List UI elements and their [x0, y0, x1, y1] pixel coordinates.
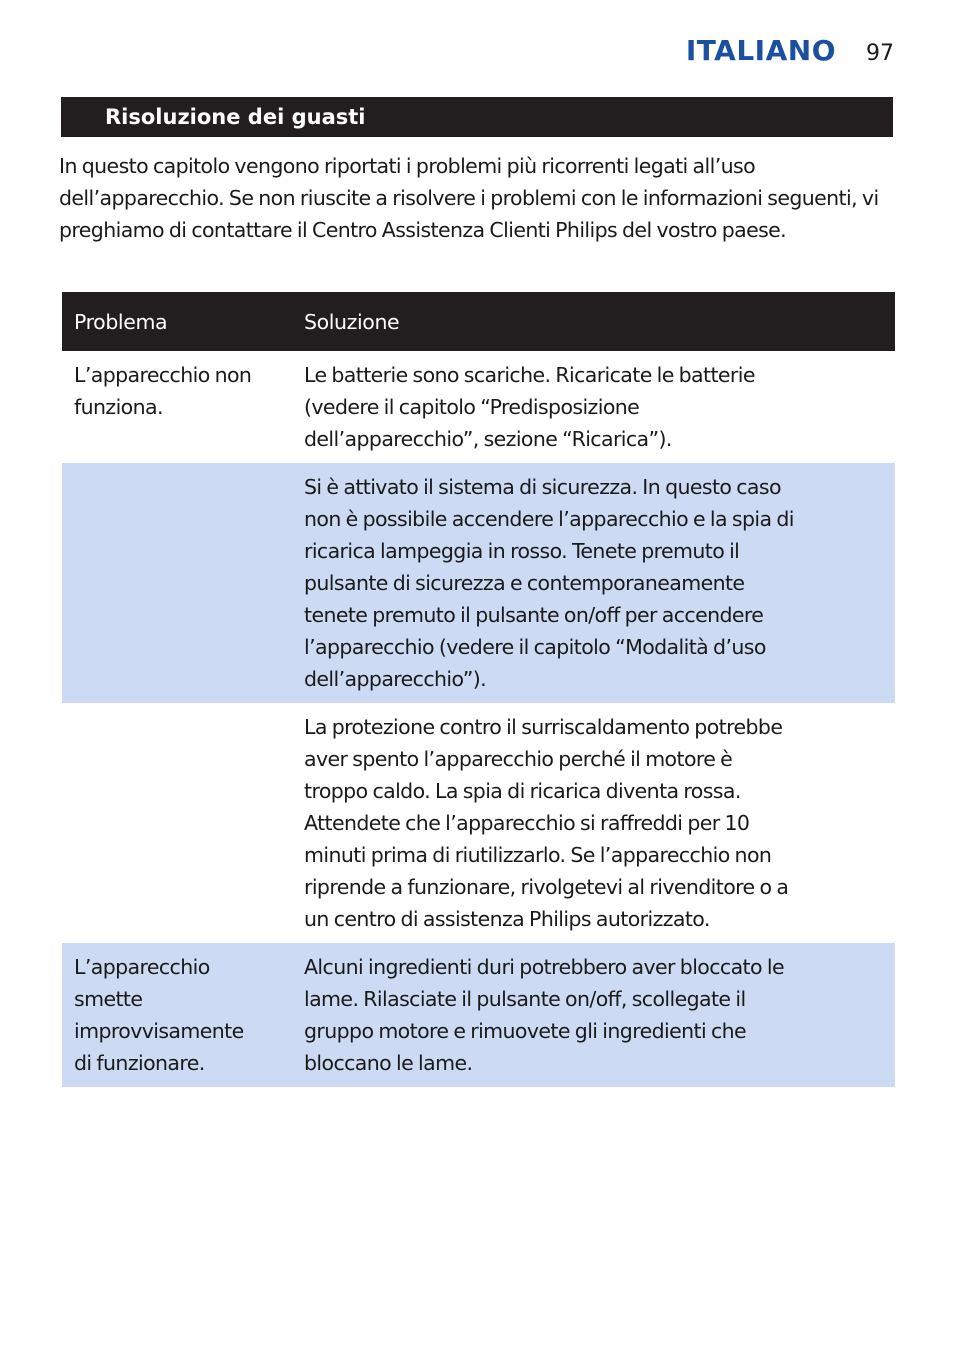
intro-paragraph: In questo capitolo vengono riportati i problemi più ricorrenti legati all’uso dell’apparecchio. Se non riuscite a risolvere i problemi con le informazioni seguenti, vi preghiamo di contattare il Centro Assistenza Clienti Philips del vostro paese.	[59, 154, 879, 242]
problem-cell: L’apparecchio smette improvvisamente di funzionare.	[74, 955, 244, 1075]
problem-cell	[62, 711, 292, 935]
solution-cell: Si è attivato il sistema di sicurezza. In questo caso non è possibile accendere l’apparecchio e la spia di ricarica lampeggia in rosso. Tenete premuto il pulsante di sicurezza e contemporaneamente tenete premuto il pulsante on/off per accendere l’apparecchio (vedere il capitolo “Modalità d’uso dell’apparecchio”).	[304, 475, 794, 691]
table-row	[62, 463, 895, 703]
solution-cell: Le batterie sono scariche. Ricaricate le batterie (vedere il capitolo “Predisposizione dell’apparecchio”, sezione “Ricarica”).	[304, 363, 755, 451]
problem-cell: L’apparecchio non funziona.	[74, 363, 252, 419]
troubleshooting-table	[62, 292, 895, 1087]
language-label: ITALIANO	[685, 34, 836, 67]
table-row	[62, 703, 895, 943]
header-solution: Soluzione	[304, 309, 400, 334]
solution-cell: La protezione contro il surriscaldamento potrebbe aver spento l’apparecchio perché il motore è troppo caldo. La spia di ricarica diventa rossa. Attendete che l’apparecchio si raffreddi per 10 minuti prima di riutilizzarlo. Se l’apparecchio non riprende a funzionare, rivolgetevi al rivenditore o a un centro di assistenza Philips autorizzato.	[304, 715, 789, 931]
section-title: Risoluzione dei guasti	[105, 105, 366, 129]
page-header	[686, 34, 894, 67]
header-problem: Problema	[74, 309, 168, 334]
table-header-row	[62, 292, 895, 351]
problem-cell	[62, 471, 292, 695]
table-row	[62, 943, 895, 1087]
table-row	[62, 351, 895, 463]
page-number: 97	[866, 41, 894, 66]
solution-cell: Alcuni ingredienti duri potrebbero aver bloccato le lame. Rilasciate il pulsante on/off, scollegate il gruppo motore e rimuovete gli ingredienti che bloccano le lame.	[304, 955, 784, 1075]
section-heading-bar	[61, 97, 893, 137]
